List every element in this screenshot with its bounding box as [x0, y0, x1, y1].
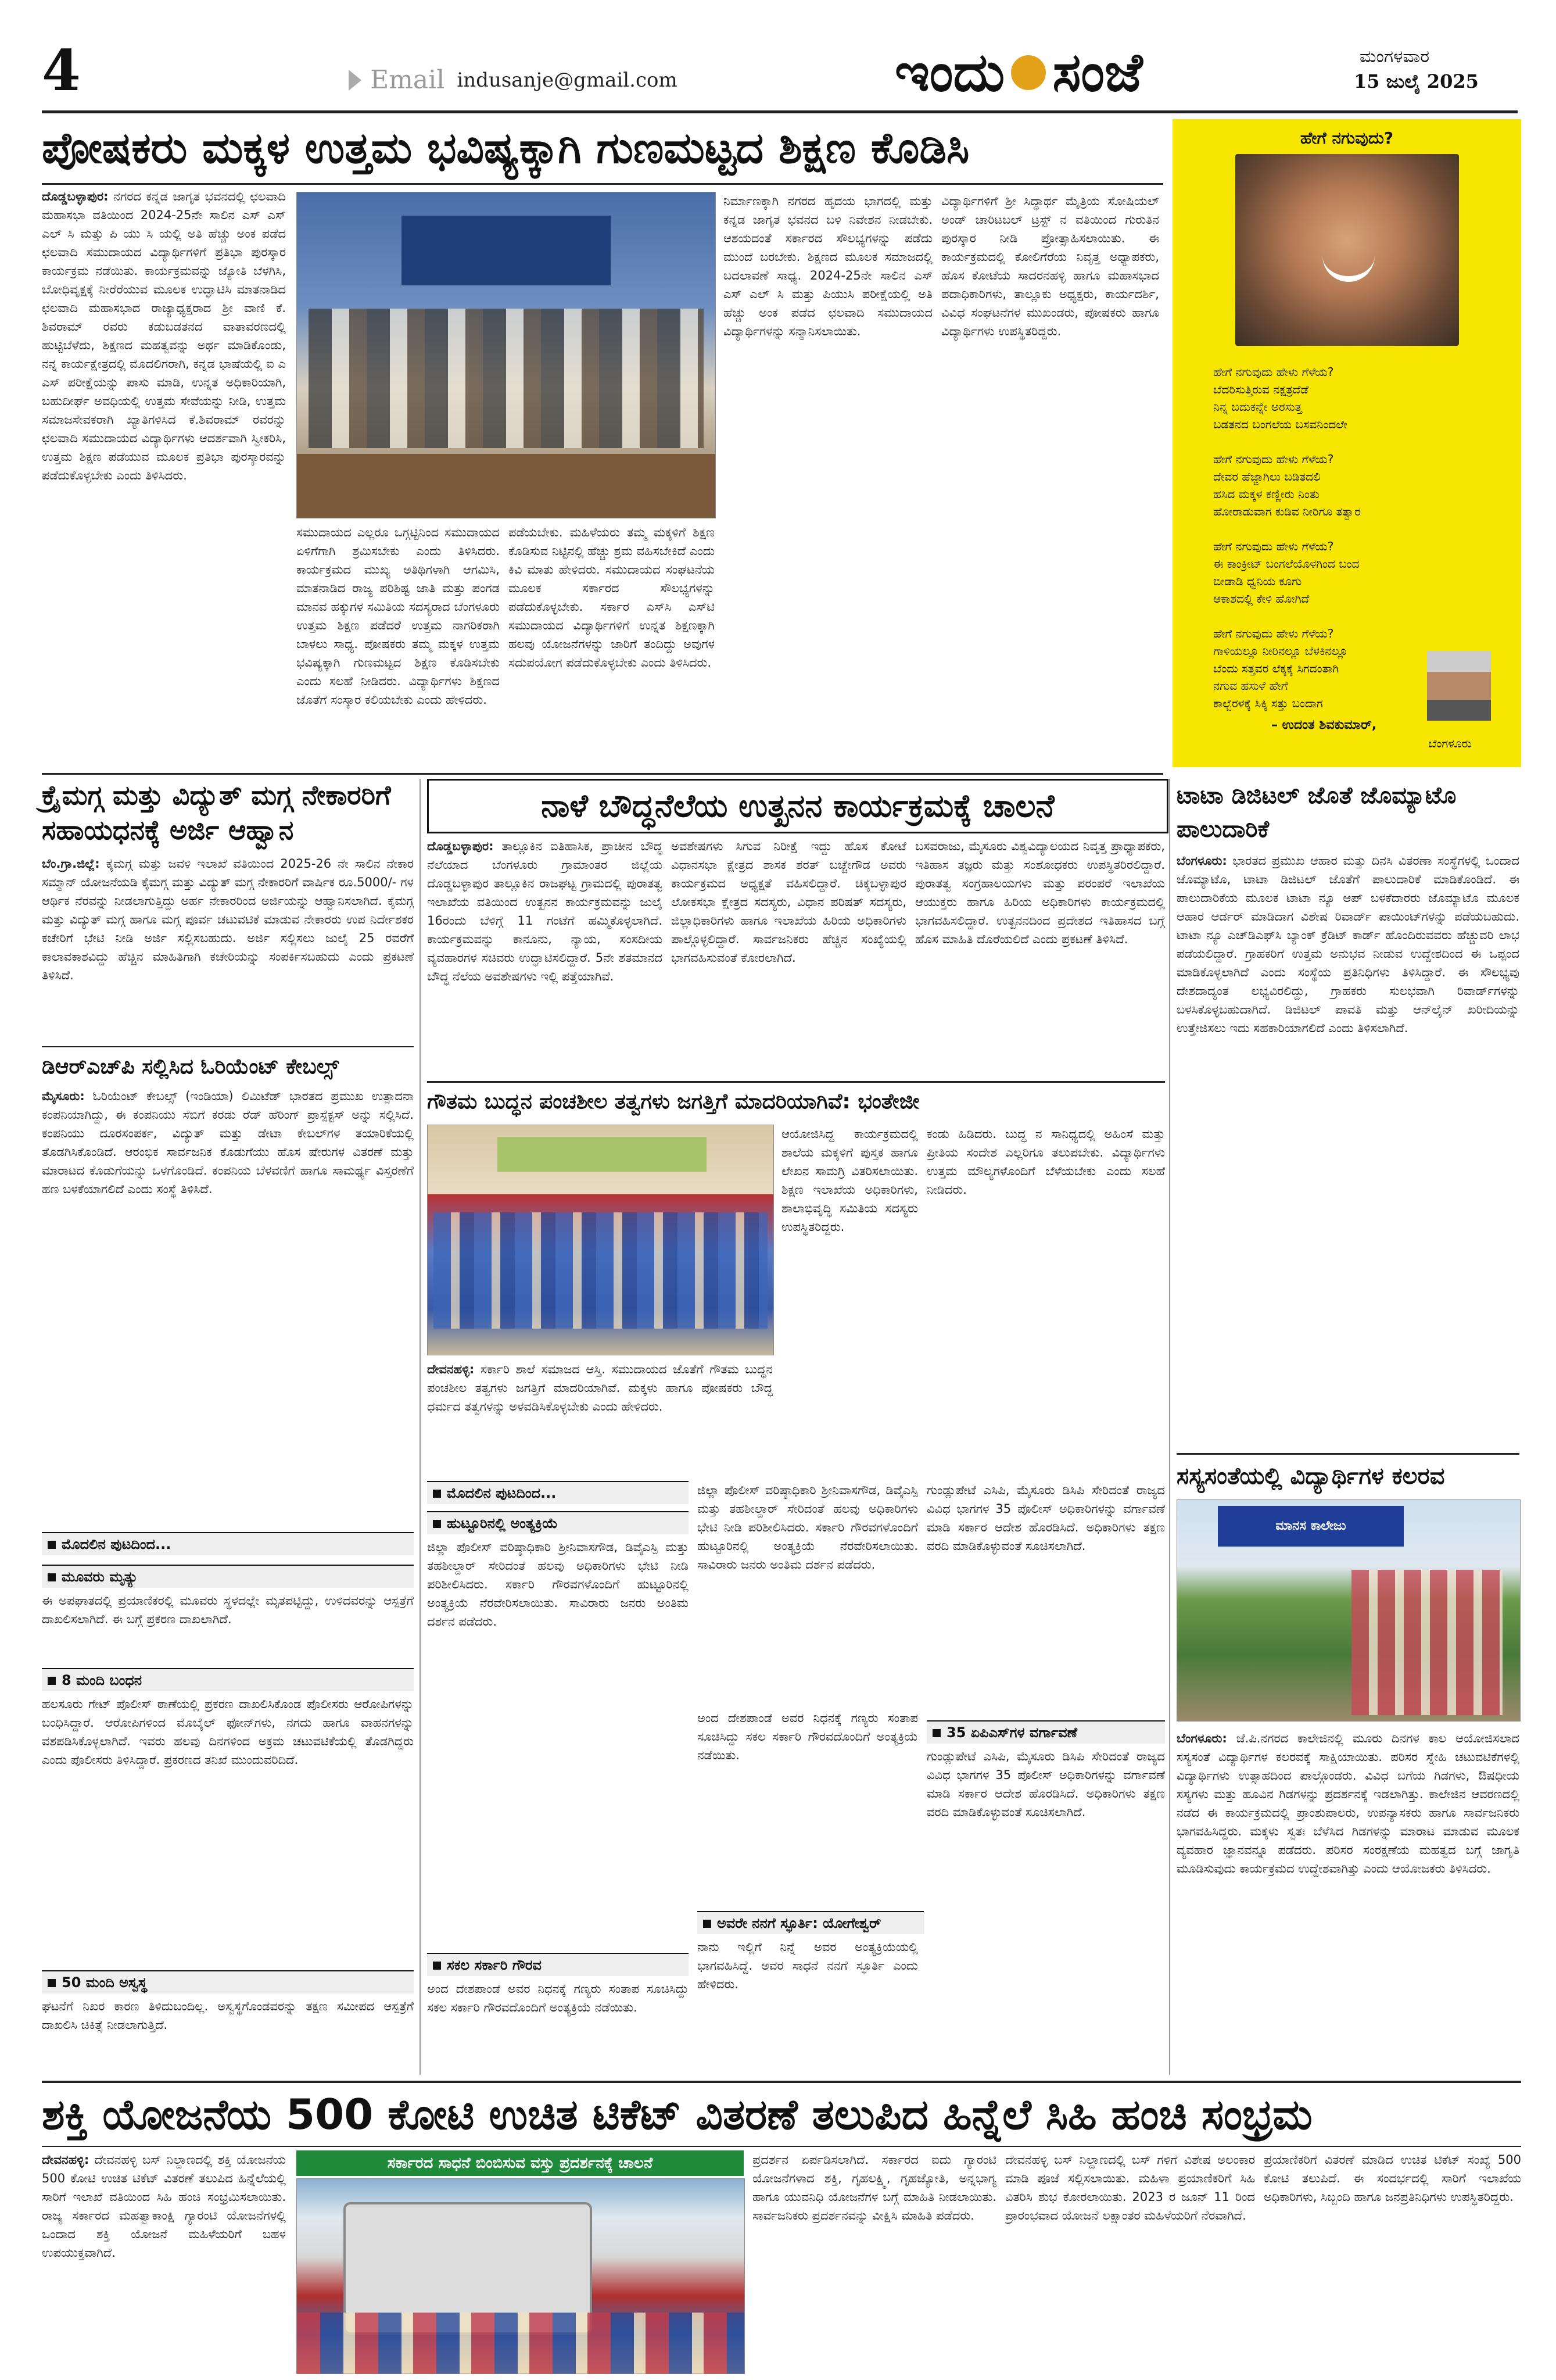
poem-line: ಕಾಲ್ಬೆರಳಕ್ಕೆ ಸಿಕ್ಕಿ ಸತ್ತು ಬಂದಾಗ — [1213, 696, 1323, 710]
brief1-body: ಈ ಅಪಘಾತದಲ್ಲಿ ಪ್ರಯಾಣಿಕರಲ್ಲಿ ಮೂವರು ಸ್ಥಳದಲ್ಲೇ ಮೃತಪಟ್ಟಿದ್ದು, ಉಳಿದವರನ್ನು ಆಸ್ಪತ್ರೆಗೆ ದಾಖಲಿಸಲಾಗಿದೆ. ಈ ಬಗ್ಗೆ ಪ್ರಕರಣ ದಾಖಲಾಗಿದೆ. — [42, 1594, 414, 1626]
cbrief3-header — [927, 1720, 1165, 1744]
poem-title: ಹೇಗೆ ನಗುವುದು? — [1300, 128, 1394, 148]
photo-banner: ಮಾನಸ ಕಾಲೇಜು — [1218, 1506, 1404, 1547]
photo-banner — [497, 1137, 707, 1172]
poem-line: ನಿನ್ನ ಬದುಕನ್ನೇ ಅರಸುತ್ತ — [1213, 400, 1302, 414]
poem-line: ಹೇಗೆ ನಗುವುದು ಹೇಳು ಗೆಳೆಯ? — [1213, 627, 1334, 640]
poem-line: ಹೇಗೆ ನಗುವುದು ಹೇಳು ಗೆಳೆಯ? — [1213, 452, 1334, 466]
cbrief-mid-col — [697, 1709, 918, 1906]
lead-dateline: ದೊಡ್ಡಬಳ್ಳಾಪುರ: — [42, 189, 109, 203]
poem-author: – ಉದಂತ ಶಿವಕುಮಾರ್, — [1271, 718, 1377, 732]
cbrief-right-col — [927, 1481, 1165, 1713]
email-block — [349, 65, 677, 100]
bottom-top-rule — [42, 2081, 1521, 2083]
poem-line: ಬೆಂದು ಸತ್ತವರ ಲೆಕ್ಕಕ್ಕೆ ಸಿಗದಂತಾಗಿ — [1213, 661, 1339, 675]
lead-col-5: ವಿದ್ಯಾರ್ಥಿಗಳಿಗೆ ಶ್ರೀ ಸಿದ್ಧಾರ್ಥ ಮೈತ್ರಿಯ ಸೋಷಿಯಲ್ ಅಂಡ್ ಚಾರಿಟಬಲ್ ಟ್ರಸ್ಟ್ ನ ವತಿಯಿಂದ ಗುರುತಿನ ಪುರಸ್ಕಾರ ನೀಡಿ ಪ್ರೋತ್ಸಾಹಿಸಲಾಯಿತು. ಈ ಕಾರ್ಯಕ್ರಮದಲ್ಲಿ ಕೋಲಿಗೆರೆಯ ನಿವೃತ್ತ ಅಧ್ಯಾಪಕರು, ಹೊಸ ಕೋಟೆಯ ಸಾದರನಹಳ್ಳಿ ಹಾಗೂ ಮಹಾಸಭಾದ ಪದಾಧಿಕಾರಿಗಳು, ತಾಲ್ಲೂಕು ಅಧ್ಯಕ್ಷರು, ಕಾರ್ಯದರ್ಶಿ, ವಿವಿಧ ಸಂಘಟನೆಗಳ ಮುಖಂಡರು, ಪೋಷಕರು ಹಾಗೂ ವಿದ್ಯಾರ್ಥಿಗಳು ಉಪಸ್ಥಿತರಿದ್ದರು. — [941, 194, 1159, 338]
cbrief3-title: 35 ಏಪಿಎಸ್‌ಗಳ ವರ್ಗಾವಣೆ — [946, 1724, 1078, 1741]
bottom-photo — [296, 2178, 745, 2374]
tata-body — [1177, 851, 1519, 1444]
sasya-text: ಜೆ.ಪಿ.ನಗರದ ಕಾಲೇಜಿನಲ್ಲಿ ಮೂರು ದಿನಗಳ ಕಾಲ ಆಯೋಜಿಸಲಾದ ಸಸ್ಯಸಂತೆ ವಿದ್ಯಾರ್ಥಿಗಳ ಕಲರವಕ್ಕೆ ಸಾಕ್ಷಿಯಾಯಿತು. ಪರಿಸರ ಸ್ನೇಹಿ ಚಟುವಟಿಕೆಗಳಲ್ಲಿ ವಿದ್ಯಾರ್ಥಿಗಳು ಉತ್ಸಾಹದಿಂದ ಪಾಲ್ಗೊಂಡರು. ವಿವಿಧ ಬಗೆಯ ಗಿಡಗಳು, ಔಷಧೀಯ ಸಸ್ಯಗಳು ಮತ್ತು ಹೂವಿನ ಗಿಡಗಳನ್ನು ಪ್ರದರ್ಶನಕ್ಕೆ ಇಡಲಾಗಿತ್ತು. ಕಾಲೇಜಿನ ಆವರಣದಲ್ಲಿ ನಡೆದ ಈ ಕಾರ್ಯಕ್ರಮದಲ್ಲಿ ಪ್ರಾಂಶುಪಾಲರು, ಉಪನ್ಯಾಸಕರು ಹಾಗೂ ಸಾರ್ವಜನಿಕರು ಭಾಗವಹಿಸಿದ್ದರು. ಮಕ್ಕಳು ಸ್ವತಃ ಬೆಳೆಸಿದ ಗಿಡಗಳನ್ನು ಮಾರಾಟ ಮಾಡುವ ಮೂಲಕ ವ್ಯವಹಾರ ಜ್ಞಾನವನ್ನೂ ಪಡೆದರು. ಪರಿಸರ ಸಂರಕ್ಷಣೆಯ ಮಹತ್ವದ ಬಗ್ಗೆ ಜಾಗೃತಿ ಮೂಡಿಸುವುದು ಕಾರ್ಯಕ್ರಮದ ಉದ್ದೇಶವಾಗಿತ್ತು ಎಂದು ಆಯೋಜಕರು ತಿಳಿಸಿದರು. — [1177, 1731, 1519, 1876]
buddha-dateline: ದೊಡ್ಡಬಳ್ಳಾಪುರ: — [427, 839, 494, 853]
brand-name: ಇಂದು — [895, 41, 1005, 103]
brief3-header — [42, 1970, 414, 1994]
brief2-title: 8 ಮಂದಿ ಬಂಧನ — [62, 1672, 142, 1688]
brief3-title: 50 ಮಂದಿ ಅಸ್ವಸ್ಥ — [62, 1974, 148, 1991]
bullet-square-icon — [933, 1729, 941, 1737]
left-more-text: ಮೊದಲಿನ ಪುಟದಿಂದ... — [62, 1536, 171, 1552]
gautama-col-3: ಕಂಡು ಹಿಡಿದರು. ಬುದ್ಧ ನ ಸಾನಿಧ್ಯದಲ್ಲಿ ಅಹಿಂಸೆ ಮತ್ತು ಪ್ರೀತಿಯ ಸಂದೇಶ ಎಲ್ಲರಿಗೂ ತಲುಪಬೇಕು. ವಿದ್ಯಾರ್ಥಿಗಳು ಉತ್ತಮ ಮೌಲ್ಯಗಳೊಂದಿಗೆ ಬೆಳೆಯಬೇಕು ಎಂದು ಸಲಹೆ ನೀಡಿದರು. — [927, 1127, 1165, 1197]
bullet-square-icon — [433, 1962, 441, 1970]
masthead-rule — [42, 110, 1518, 113]
lead-col-1 — [42, 187, 286, 768]
left-story1-dateline: ಬೆಂ.ಗ್ರಾ.ಜಿಲ್ಲೆ: — [42, 857, 100, 871]
page-number: 4 — [42, 38, 81, 103]
poem-line: ಹೇಗೆ ನಗುವುದು ಹೇಳು ಗೆಳೆಯ? — [1213, 539, 1334, 553]
gautama-headline: ಗೌತಮ ಬುದ್ಧನ ಪಂಚಶೀಲ ತತ್ವಗಳು ಜಗತ್ತಿಗೆ ಮಾದರಿಯಾಗಿವೆ: ಭಂತೇಜೀ — [427, 1090, 920, 1114]
poem-photo — [1235, 154, 1459, 346]
cbrief-right-text: ಗುಂಡ್ಲುಪೇಟೆ ಎಸಿಪಿ, ಮೈಸೂರು ಡಿಸಿಪಿ ಸೇರಿದಂತೆ ರಾಜ್ಯದ ವಿವಿಧ ಭಾಗಗಳ 35 ಪೊಲೀಸ್ ಅಧಿಕಾರಿಗಳನ್ನು ವರ್ಗಾವಣೆ ಮಾಡಿ ಸರ್ಕಾರ ಆದೇಶ ಹೊರಡಿಸಿದೆ. ಅಧಿಕಾರಿಗಳು ತಕ್ಷಣ ವರದಿ ಮಾಡಿಕೊಳ್ಳುವಂತೆ ಸೂಚಿಸಲಾಗಿದೆ. — [927, 1483, 1165, 1553]
bullet-square-icon — [433, 1520, 441, 1528]
masthead-logo — [895, 41, 1302, 105]
author-photo — [1427, 651, 1491, 721]
cbrief2-title: ಸಕಲ ಸರ್ಕಾರಿ ಗೌರವ — [447, 1957, 542, 1973]
brand-emblem-icon — [1011, 55, 1046, 90]
bottom-headline: ಶಕ್ತಿ ಯೋಜನೆಯ 500 ಕೋಟಿ ಉಚಿತ ಟಿಕೆಟ್ ವಿತರಣೆ ತಲುಪಿದ ಹಿನ್ನೆಲೆ ಸಿಹಿ ಹಂಚಿ ಸಂಭ್ರಮ — [42, 2090, 1313, 2139]
poem-line: ನಗುವ ಹಸುಳೆ ಹೇಗೆ — [1213, 679, 1288, 693]
poem-box — [1173, 119, 1521, 767]
left-story2-text: ಓರಿಯೆಂಟ್ ಕೇಬಲ್ಸ್ (ಇಂಡಿಯಾ) ಲಿಮಿಟೆಡ್ ಭಾರತದ ಪ್ರಮುಖ ಉತ್ಪಾದನಾ ಕಂಪನಿಯಾಗಿದ್ದು, ಈ ಕಂಪನಿಯು ಸೆಬಿಗೆ ಕರಡು ರೆಡ್ ಹೆರಿಂಗ್ ಪ್ರಾಸ್ಪೆಕ್ಟಸ್ ಅನ್ನು ಸಲ್ಲಿಸಿದೆ. ಕಂಪನಿಯು ದೂರಸಂಪರ್ಕ, ವಿದ್ಯುತ್ ಮತ್ತು ಡೇಟಾ ಕೇಬಲ್‌ಗಳ ತಯಾರಿಕೆಯಲ್ಲಿ ತೊಡಗಿಸಿಕೊಂಡಿದೆ. ಆರಂಭಿಕ ಸಾರ್ವಜನಿಕ ಕೊಡುಗೆಯು ಹೊಸ ಷೇರುಗಳ ವಿತರಣೆ ಮತ್ತು ಮಾರಾಟದ ಕೊಡುಗೆಯನ್ನು ಒಳಗೊಂಡಿದೆ. ಕಂಪನಿಯ ಬೆಳವಣಿಗೆ ಹಾಗೂ ಸಾಮರ್ಥ್ಯ ವಿಸ್ತರಣೆಗೆ ಹಣ ಬಳಕೆಯಾಗಲಿದೆ ಎಂದು ಸಂಸ್ಥೆ ತಿಳಿಸಿದೆ. — [42, 1089, 414, 1196]
gautama-photo — [427, 1125, 774, 1355]
photo-stage — [297, 454, 715, 518]
poem-line: ಬೆದರಿಸುತ್ತಿರುವ ನಕ್ಷತ್ರದೆಡೆ — [1213, 382, 1309, 396]
section-rule-1 — [42, 773, 1163, 775]
sasya-top-rule — [1177, 1453, 1519, 1455]
poem-line: ಹೇಗೆ ನಗುವುದು ಹೇಳು ಗೆಳೆಯ? — [1213, 365, 1334, 379]
bottom-body-1: ದೇವನಹಳ್ಳಿ ಬಸ್ ನಿಲ್ದಾಣದಲ್ಲಿ ಶಕ್ತಿ ಯೋಜನೆಯ 500 ಕೋಟಿ ಉಚಿತ ಟಿಕೆಟ್ ವಿತರಣೆ ತಲುಪಿದ ಹಿನ್ನೆಲೆಯಲ್ಲಿ ಸಾರಿಗೆ ಇಲಾಖೆ ವತಿಯಿಂದ ಸಿಹಿ ಹಂಚಿ ಸಂಭ್ರಮಿಸಲಾಯಿತು. ರಾಜ್ಯ ಸರ್ಕಾರದ ಮಹತ್ವಾಕಾಂಕ್ಷಿ ಗ್ಯಾರಂಟಿ ಯೋಜನೆಗಳಲ್ಲಿ ಒಂದಾದ ಶಕ್ತಿ ಯೋಜನೆ ಮಹಿಳೆಯರಿಗೆ ಬಹಳ ಉಪಯುಕ್ತವಾಗಿದೆ. — [42, 2153, 286, 2260]
left-story2-body — [42, 1087, 414, 1529]
child-smile-shape — [1322, 253, 1375, 282]
brief1-title: ಮೂವರು ಮೃತ್ಯು — [62, 1569, 138, 1585]
cbrief-cont-text: ಜಿಲ್ಲಾ ಪೊಲೀಸ್ ವರಿಷ್ಠಾಧಿಕಾರಿ ಶ್ರೀನಿವಾಸಗೌಡ, ಡಿವೈಎಸ್ಪಿ ಮತ್ತು ತಹಶೀಲ್ದಾರ್ ಸೇರಿದಂತೆ ಹಲವು ಅಧಿಕಾರಿಗಳು ಭೇಟಿ ನೀಡಿ ಪರಿಶೀಲಿಸಿದರು. ಸರ್ಕಾರಿ ಗೌರವಗಳೊಂದಿಗೆ ಹುಟ್ಟೂರಿನಲ್ಲಿ ಅಂತ್ಯಕ್ರಿಯೆ ನೆರವೇರಿಸಲಾಯಿತು. ಸಾವಿರಾರು ಜನರು ಅಂತಿಮ ದರ್ಶನ ಪಡೆದರು. — [697, 1483, 918, 1572]
sasya-photo — [1177, 1499, 1521, 1722]
photo-students — [1351, 1570, 1503, 1715]
left-story1-headline: ಕ್ರೈಮಗ್ಗ ಮತ್ತು ವಿದ್ಯುತ್ ಮಗ್ಗ ನೇಕಾರರಿಗೆ ಸಹಾಯಧನಕ್ಕೆ ಅರ್ಜಿ ಆಹ್ವಾನ — [42, 779, 391, 846]
buddha-headline: ನಾಳೆ ಬೌದ್ಧನೆಲೆಯ ಉತ್ಖನನ ಕಾರ್ಯಕ್ರಮಕ್ಕೆ ಚಾಲನೆ — [541, 788, 1055, 824]
photo-people-row — [309, 309, 704, 448]
brief3-body: ಘಟನೆಗೆ ನಿಖರ ಕಾರಣ ತಿಳಿದುಬಂದಿಲ್ಲ. ಅಸ್ವಸ್ಥಗೊಂಡವರನ್ನು ತಕ್ಷಣ ಸಮೀಪದ ಆಸ್ಪತ್ರೆಗೆ ದಾಖಲಿಸಿ ಚಿಕಿತ್ಸೆ ನೀಡಲಾಗುತ್ತಿದೆ. — [42, 1999, 414, 2032]
left-more-label — [42, 1532, 414, 1555]
left-story2-dateline: ಮೈಸೂರು: — [42, 1089, 85, 1103]
left-vrule — [420, 779, 421, 2075]
lead-photo — [296, 192, 716, 518]
cbrief-mid-text: ಅಂದ ದೇಶಪಾಂಡೆ ಅವರ ನಿಧನಕ್ಕೆ ಗಣ್ಯರು ಸಂತಾಪ ಸೂಚಿಸಿದ್ದು ಸಕಲ ಸರ್ಕಾರಿ ಗೌರವದೊಂದಿಗೆ ಅಂತ್ಯಕ್ರಿಯೆ ನಡೆಯಿತು. — [697, 1711, 918, 1762]
gautama-col-2: ಆಯೋಜಿಸಿದ್ದ ಕಾರ್ಯಕ್ರಮದಲ್ಲಿ ಶಾಲೆಯ ಮಕ್ಕಳಿಗೆ ಪುಸ್ತಕ ಹಾಗೂ ಲೇಖನ ಸಾಮಗ್ರಿ ವಿತರಿಸಲಾಯಿತು. ಶಿಕ್ಷಣ ಇಲಾಖೆಯ ಅಧಿಕಾರಿಗಳು, ಶಾಲಾಭಿವೃದ್ಧಿ ಸಮಿತಿಯ ಸದಸ್ಯರು ಉಪಸ್ಥಿತರಿದ್ದರು. — [781, 1127, 918, 1234]
poem-line: ಗಾಳಿಯಲ್ಲೂ ನೀರಿನಲ್ಲೂ ಬೆಳಕಿನಲ್ಲೂ — [1213, 644, 1348, 658]
gautama-col-1 — [427, 1360, 773, 1470]
left-story1-text: ಕೈಮಗ್ಗ ಮತ್ತು ಜವಳಿ ಇಲಾಖೆ ವತಿಯಿಂದ 2025-26 ನೇ ಸಾಲಿನ ನೇಕಾರ ಸಮ್ಮಾನ್ ಯೋಜನೆಯಡಿ ಕೈಮಗ್ಗ ಮತ್ತು ವಿದ್ಯುತ್ ಮಗ್ಗ ನೇಕಾರರಿಗೆ ವಾರ್ಷಿಕ ರೂ.5000/- ಗಳ ಆರ್ಥಿಕ ನೆರವನ್ನು ನೀಡಲಾಗುತ್ತಿದ್ದು ಅರ್ಹ ನೇಕಾರರಿಂದ ಅರ್ಜಿಯನ್ನು ಆಹ್ವಾನಿಸಲಾಗಿದೆ. ಕೈಮಗ್ಗ ಮತ್ತು ವಿದ್ಯುತ್ ಮಗ್ಗ ಹಾಗೂ ಮಗ್ಗ ಪೂರ್ವ ಚಟುವಟಿಕೆ ಮಾಡುವ ನೇಕಾರರು ಉಪ ನಿರ್ದೇಶಕರ ಕಚೇರಿಗೆ ಭೇಟಿ ನೀಡಿ ಅರ್ಜಿ ಸಲ್ಲಿಸಬಹುದು. ಅರ್ಜಿ ಸಲ್ಲಿಸಲು ಜುಲೈ 25 ರವರೆಗೆ ಕಾಲಾವಕಾಶವಿದ್ದು ಹೆಚ್ಚಿನ ಮಾಹಿತಿಗಾಗಿ ಕಚೇರಿಯನ್ನು ಸಂಪರ್ಕಿಸಬಹುದು ಎಂದು ಪ್ರಕಟಣೆ ತಿಳಿಸಿದೆ. — [42, 857, 414, 982]
lead-col-3: ಪಡೆಯಬೇಕು. ಮಹಿಳೆಯರು ತಮ್ಮ ಮಕ್ಕಳಿಗೆ ಶಿಕ್ಷಣ ಕೊಡಿಸುವ ನಿಟ್ಟಿನಲ್ಲಿ ಹೆಚ್ಚು ಶ್ರಮ ವಹಿಸಬೇಕಿದೆ ಎಂದು ಕಿವಿ ಮಾತು ಹೇಳಿದರು. ಸಮುದಾಯದ ಸಂಘಟನೆಯ ಮೂಲಕ ಸರ್ಕಾರದ ಸೌಲಭ್ಯಗಳನ್ನು ಪಡೆದುಕೊಳ್ಳಬೇಕು. ಸರ್ಕಾರ ಎಸ್‌ಸಿ ಎಸ್‌ಟಿ ಸಮುದಾಯದ ವಿದ್ಯಾರ್ಥಿಗಳಿಗೆ ಉನ್ನತ ಶಿಕ್ಷಣಕ್ಕಾಗಿ ಹಲವು ಯೋಜನೆಗಳನ್ನು ಜಾರಿಗೆ ತಂದಿದ್ದು ಅವುಗಳ ಸದುಪಯೋಗ ಪಡೆದುಕೊಳ್ಳಬೇಕು ಎಂದು ತಿಳಿಸಿದರು. — [508, 525, 715, 670]
day-label: ಮಂಗಳವಾರ — [1360, 46, 1430, 67]
cbrief1-header — [427, 1511, 689, 1534]
bottom-col-2: ಪ್ರದರ್ಶನ ಏರ್ಪಡಿಸಲಾಗಿದೆ. ಸರ್ಕಾರದ ಐದು ಗ್ಯಾರಂಟಿ ಯೋಜನೆಗಳಾದ ಶಕ್ತಿ, ಗೃಹಲಕ್ಷ್ಮಿ, ಗೃಹಜ್ಯೋತಿ, ಅನ್ನಭಾಗ್ಯ ಹಾಗೂ ಯುವನಿಧಿ ಯೋಜನೆಗಳ ಬಗ್ಗೆ ಮಾಹಿತಿ ನೀಡಲಾಯಿತು. ಸಾರ್ವಜನಿಕರು ಪ್ರದರ್ಶನವನ್ನು ವೀಕ್ಷಿಸಿ ಮಾಹಿತಿ ಪಡೆದರು. — [752, 2153, 996, 2222]
sasya-headline: ಸಸ್ಯಸಂತೆಯಲ್ಲಿ ವಿದ್ಯಾರ್ಥಿಗಳ ಕಲರವ — [1177, 1463, 1445, 1490]
center-more-text: ಮೊದಲಿನ ಪುಟದಿಂದ... — [447, 1485, 557, 1501]
bullet-square-icon — [703, 1920, 711, 1928]
sasya-body — [1177, 1729, 1519, 2072]
masthead-date-block — [1325, 45, 1522, 94]
tata-text: ಭಾರತದ ಪ್ರಮುಖ ಆಹಾರ ಮತ್ತು ದಿನಸಿ ವಿತರಣಾ ಸಂಸ್ಥೆಗಳಲ್ಲಿ ಒಂದಾದ ಜೊಮ್ಯಾಟೊ, ಟಾಟಾ ಡಿಜಿಟಲ್ ಜೊತೆಗೆ ಪಾಲುದಾರಿಕೆ ಮಾಡಿಕೊಂಡಿದೆ. ಈ ಪಾಲುದಾರಿಕೆಯ ಮೂಲಕ ಟಾಟಾ ನ್ಯೂ ಆಪ್ ಬಳಕೆದಾರರು ಜೊಮ್ಯಾಟೊ ಮೂಲಕ ಆಹಾರ ಆರ್ಡರ್ ಮಾಡಿದಾಗ ವಿಶೇಷ ರಿವಾರ್ಡ್ ಪಾಯಿಂಟ್‌ಗಳನ್ನು ಪಡೆಯಬಹುದು. ಟಾಟಾ ನ್ಯೂ ಎಚ್‌ಡಿಎಫ್‌ಸಿ ಬ್ಯಾಂಕ್ ಕ್ರೆಡಿಟ್ ಕಾರ್ಡ್ ಹೊಂದಿರುವವರು ಹೆಚ್ಚುವರಿ ಲಾಭ ಪಡೆಯಲಿದ್ದಾರೆ. ಗ್ರಾಹಕರಿಗೆ ಉತ್ತಮ ಅನುಭವ ನೀಡುವ ಉದ್ದೇಶದಿಂದ ಈ ಒಪ್ಪಂದ ಮಾಡಿಕೊಳ್ಳಲಾಗಿದೆ ಎಂದು ಸಂಸ್ಥೆಯ ಪ್ರತಿನಿಧಿಗಳು ತಿಳಿಸಿದ್ದಾರೆ. ಈ ಸೌಲಭ್ಯವು ದೇಶದಾದ್ಯಂತ ಲಭ್ಯವಿರಲಿದ್ದು, ಗ್ರಾಹಕರು ಸುಲಭವಾಗಿ ರಿವಾರ್ಡ್‌ಗಳನ್ನು ಬಳಸಿಕೊಳ್ಳಬಹುದಾಗಿದೆ. ಡಿಜಿಟಲ್ ಪಾವತಿ ಮತ್ತು ಆನ್‌ಲೈನ್ ಖರೀದಿಯನ್ನು ಉತ್ತೇಜಿಸಲು ಇದು ಸಹಕಾರಿಯಾಗಲಿದೆ ಎಂದು ತಿಳಿಸಲಾಗಿದೆ. — [1177, 854, 1519, 1035]
gautama-dateline: ದೇವನಹಳ್ಳಿ: — [427, 1362, 475, 1376]
sasya-dateline: ಬೆಂಗಳೂರು: — [1177, 1731, 1227, 1745]
buddha-body-1: ತಾಲ್ಲೂಕಿನ ಐತಿಹಾಸಿಕ, ಪ್ರಾಚೀನ ಬೌದ್ಧ ನೆಲೆಯಾದ ಬೆಂಗಳೂರು ಗ್ರಾಮಾಂತರ ಜಿಲ್ಲೆಯ ದೊಡ್ಡಬಳ್ಳಾಪುರ ತಾಲ್ಲೂಕಿನ ರಾಜಘಟ್ಟ ಗ್ರಾಮದಲ್ಲಿ ಪುರಾತತ್ವ ಇಲಾಖೆಯ ವತಿಯಿಂದ ಉತ್ಖನನ ಕಾರ್ಯಕ್ರಮವನ್ನು ಜುಲೈ 16ರಂದು ಬೆಳಿಗ್ಗೆ 11 ಗಂಟೆಗೆ ಹಮ್ಮಿಕೊಳ್ಳಲಾಗಿದೆ. ಕಾರ್ಯಕ್ರಮವನ್ನು ಕಾನೂನು, ನ್ಯಾಯ, ಸಂಸದೀಯ ವ್ಯವಹಾರಗಳ ಸಚಿವರು ಉದ್ಘಾಟಿಸಲಿದ್ದಾರೆ. 5ನೇ ಶತಮಾನದ ಬೌದ್ಧ ನೆಲೆಯ ಅವಶೇಷಗಳು ಇಲ್ಲಿ ಪತ್ತೆಯಾಗಿವೆ. — [427, 839, 662, 983]
photo-banner — [401, 216, 611, 285]
date-label: 15 ಜುಲೈ 2025 — [1354, 70, 1479, 92]
left-story1-body — [42, 854, 414, 1043]
brief2-body: ಹಲಸೂರು ಗೇಟ್ ಪೊಲೀಸ್ ಠಾಣೆಯಲ್ಲಿ ಪ್ರಕರಣ ದಾಖಲಿಸಿಕೊಂಡ ಪೊಲೀಸರು ಆರೋಪಿಗಳನ್ನು ಬಂಧಿಸಿದ್ದಾರೆ. ಆರೋಪಿಗಳಿಂದ ಮೊಬೈಲ್ ಫೋನ್‌ಗಳು, ನಗದು ಹಾಗೂ ವಾಹನಗಳನ್ನು ವಶಪಡಿಸಿಕೊಳ್ಳಲಾಗಿದೆ. ಇವರು ಹಲವು ದಿನಗಳಿಂದ ಅಕ್ರಮ ಚಟುವಟಿಕೆಯಲ್ಲಿ ತೊಡಗಿದ್ದರು ಎಂದು ಪೊಲೀಸರು ತಿಳಿಸಿದ್ದಾರೆ. ಪ್ರಕರಣದ ತನಿಖೆ ಮುಂದುವರಿದಿದೆ. — [42, 1697, 414, 1767]
gautama-top-rule — [427, 1081, 1165, 1083]
bottom-col-3: ದೇವನಹಳ್ಳಿ ಬಸ್ ನಿಲ್ದಾಣದಲ್ಲಿ ಬಸ್ ಗಳಿಗೆ ವಿಶೇಷ ಅಲಂಕಾರ ಮಾಡಿ ಪೂಜೆ ಸಲ್ಲಿಸಲಾಯಿತು. ಮಹಿಳಾ ಪ್ರಯಾಣಿಕರಿಗೆ ಸಿಹಿ ವಿತರಿಸಿ ಶುಭ ಕೋರಲಾಯಿತು. 2023 ರ ಜೂನ್ 11 ರಿಂದ ಪ್ರಾರಂಭವಾದ ಯೋಜನೆ ಲಕ್ಷಾಂತರ ಮಹಿಳೆಯರಿಗೆ ನೆರವಾಗಿದೆ. — [1005, 2153, 1255, 2222]
left-rule-1 — [42, 1046, 414, 1047]
right-vrule — [1169, 779, 1170, 2075]
bullet-square-icon — [48, 1573, 56, 1581]
photo-people — [297, 2313, 744, 2374]
poem-line: ಬಡತನದ ಬಂಗಲೆಯ ಬಸವನಿಂದಲೇ — [1213, 417, 1347, 431]
lead-col-2: ಸಮುದಾಯದ ಎಲ್ಲರೂ ಒಗ್ಗಟ್ಟಿನಿಂದ ಸಮುದಾಯದ ಏಳಿಗೆಗಾಗಿ ಶ್ರಮಿಸಬೇಕು ಎಂದು ತಿಳಿಸಿದರು. ಕಾರ್ಯಕ್ರಮದ ಮುಖ್ಯ ಅತಿಥಿಗಳಾಗಿ ಆಗಮಿಸಿ, ಮಾತನಾಡಿದ ರಾಜ್ಯ ಪರಿಶಿಷ್ಟ ಜಾತಿ ಮತ್ತು ಪಂಗಡ ಮಾನವ ಹಕ್ಕುಗಳ ಸಮಿತಿಯ ಸದಸ್ಯರಾದ ಬೆಂಗಳೂರು ಉತ್ತಮ ಶಿಕ್ಷಣ ಪಡೆದರೆ ಉತ್ತಮ ನಾಗರಿಕರಾಗಿ ಬಾಳಲು ಸಾಧ್ಯ. ಪೋಷಕರು ತಮ್ಮ ಮಕ್ಕಳ ಉತ್ತಮ ಭವಿಷ್ಯಕ್ಕಾಗಿ ಗುಣಮಟ್ಟದ ಶಿಕ್ಷಣ ಕೊಡಿಸಬೇಕು ಎಂದು ಸಲಹೆ ನೀಡಿದರು. ವಿದ್ಯಾರ್ಥಿಗಳು ಶಿಕ್ಷಣದ ಜೊತೆಗೆ ಸಂಸ್ಕಾರ ಕಲಿಯಬೇಕು ಎಂದು ಹೇಳಿದರು. — [296, 525, 500, 707]
cbrief4-title: ಅವರೇ ನನಗೆ ಸ್ಫೂರ್ತಿ: ಯೋಗೇಶ್ವರ್ — [717, 1915, 881, 1931]
lead-headline-rule — [42, 183, 1163, 185]
poem-line: ಹೋರಾಡುವಾಗ ಕುಡಿವ ನೀರಿಗೂ ತತ್ವಾರ — [1213, 504, 1361, 518]
cbrief1-title: ಹುಟ್ಟೂರಿನಲ್ಲಿ ಅಂತ್ಯಕ್ರಿಯೆ — [447, 1515, 558, 1531]
buddha-col-2: ಅವಶೇಷಗಳು ಸಿಗುವ ನಿರೀಕ್ಷೆ ಇದ್ದು ಹೊಸ ಕೋಟೆ ವಿಧಾನಸಭಾ ಕ್ಷೇತ್ರದ ಶಾಸಕ ಶರತ್ ಬಚ್ಚೇಗೌಡ ಅವರು ಕಾರ್ಯಕ್ರಮದ ಅಧ್ಯಕ್ಷತೆ ವಹಿಸಲಿದ್ದಾರೆ. ಚಿಕ್ಕಬಳ್ಳಾಪುರ ಲೋಕಸಭಾ ಕ್ಷೇತ್ರದ ಸದಸ್ಯರು, ವಿಧಾನ ಪರಿಷತ್ ಸದಸ್ಯರು, ಜಿಲ್ಲಾಧಿಕಾರಿಗಳು ಹಾಗೂ ಇಲಾಖೆಯ ಹಿರಿಯ ಅಧಿಕಾರಿಗಳು ಪಾಲ್ಗೊಳ್ಳಲಿದ್ದಾರೆ. ಸಾರ್ವಜನಿಕರು ಹೆಚ್ಚಿನ ಸಂಖ್ಯೆಯಲ್ಲಿ ಭಾಗವಹಿಸುವಂತೆ ಕೋರಲಾಗಿದೆ. — [671, 839, 906, 965]
bottom-photo-banner: ಸರ್ಕಾರದ ಸಾಧನೆ ಬಿಂಬಿಸುವ ವಸ್ತು ಪ್ರದರ್ಶನಕ್ಕೆ ಚಾಲನೆ — [296, 2150, 744, 2176]
poem-line: ಆಕಾಶದಲ್ಲಿ ಕೇಳಿ ಹೋಗಿದೆ — [1213, 592, 1310, 606]
cbrief4-header — [697, 1911, 924, 1934]
cbrief3-body-pre — [697, 1481, 918, 1702]
poem-line: ಬೀಡಾಡಿ ಧ್ವನಿಯ ಕೂಗು — [1213, 574, 1302, 588]
bullet-square-icon — [48, 1677, 56, 1685]
bottom-col-1 — [42, 2150, 286, 2374]
bottom-headline-rule — [42, 2146, 1521, 2147]
lead-col-4: ನಿರ್ಮಾಣಕ್ಕಾಗಿ ನಗರದ ಹೃದಯ ಭಾಗದಲ್ಲಿ ಮತ್ತು ಕನ್ನಡ ಜಾಗೃತ ಭವನದ ಬಳಿ ನಿವೇಶನ ನೀಡಬೇಕು. ಆಶಯದಂತೆ ಸರ್ಕಾರದ ಸೌಲಭ್ಯಗಳನ್ನು ಪಡೆದು ಮುಂದೆ ಬರಬೇಕು. ಶಿಕ್ಷಣದ ಮೂಲಕ ಸಮಾಜದಲ್ಲಿ ಬದಲಾವಣೆ ಸಾಧ್ಯ. 2024-25ನೇ ಸಾಲಿನ ಎಸ್ ಎಸ್ ಎಲ್ ಸಿ ಮತ್ತು ಪಿಯುಸಿ ಪರೀಕ್ಷೆಯಲ್ಲಿ ಅತಿ ಹೆಚ್ಚು ಅಂಕ ಪಡೆದ ಛಲವಾದಿ ಸಮುದಾಯದ ವಿದ್ಯಾರ್ಥಿಗಳನ್ನು ಸನ್ಮಾನಿಸಲಾಯಿತು. — [723, 194, 933, 338]
cbrief4-body: ನಾನು ಇಲ್ಲಿಗೆ ನಿನ್ನೆ ಅವರ ಅಂತ್ಯಕ್ರಿಯೆಯಲ್ಲಿ ಭಾಗವಹಿಸಿದ್ದೆ. ಅವರ ಸಾಧನೆ ನನಗೆ ಸ್ಫೂರ್ತಿ ಎಂದು ಹೇಳಿದರು. — [697, 1940, 918, 1991]
gautama-body-1: ಸರ್ಕಾರಿ ಶಾಲೆ ಸಮಾಜದ ಆಸ್ತಿ. ಸಮುದಾಯದ ಜೊತೆಗೆ ಗೌತಮ ಬುದ್ಧನ ಪಂಚಶೀಲ ತತ್ವಗಳು ಜಗತ್ತಿಗೆ ಮಾದರಿಯಾಗಿವೆ. ಮಕ್ಕಳು ಹಾಗೂ ಪೋಷಕರು ಬೌದ್ಧ ಧರ್ಮದ ತತ್ವಗಳನ್ನು ಅಳವಡಿಸಿಕೊಳ್ಳಬೇಕು ಎಂದು ಹೇಳಿದರು. — [427, 1362, 773, 1413]
lead-headline: ಪೋಷಕರು ಮಕ್ಕಳ ಉತ್ತಮ ಭವಿಷ್ಯಕ್ಕಾಗಿ ಗುಣಮಟ್ಟದ ಶಿಕ್ಷಣ ಕೊಡಿಸಿ — [42, 123, 970, 173]
center-more-label — [427, 1481, 689, 1504]
cbrief3-body: ಗುಂಡ್ಲುಪೇಟೆ ಎಸಿಪಿ, ಮೈಸೂರು ಡಿಸಿಪಿ ಸೇರಿದಂತೆ ರಾಜ್ಯದ ವಿವಿಧ ಭಾಗಗಳ 35 ಪೊಲೀಸ್ ಅಧಿಕಾರಿಗಳನ್ನು ವರ್ಗಾವಣೆ ಮಾಡಿ ಸರ್ಕಾರ ಆದೇಶ ಹೊರಡಿಸಿದೆ. ಅಧಿಕಾರಿಗಳು ತಕ್ಷಣ ವರದಿ ಮಾಡಿಕೊಳ್ಳುವಂತೆ ಸೂಚಿಸಲಾಗಿದೆ. — [927, 1749, 1165, 1819]
lead-body-1: ನಗರದ ಕನ್ನಡ ಜಾಗೃತ ಭವನದಲ್ಲಿ ಛಲವಾದಿ ಮಹಾಸಭಾ ವತಿಯಿಂದ 2024-25ನೇ ಸಾಲಿನ ಎಸ್ ಎಸ್ ಎಲ್ ಸಿ ಮತ್ತು ಪಿ ಯು ಸಿ ಯಲ್ಲಿ ಅತಿ ಹೆಚ್ಚು ಅಂಕ ಪಡೆದ ಛಲವಾದಿ ಸಮುದಾಯದ ವಿದ್ಯಾರ್ಥಿಗಳಿಗೆ ಪ್ರತಿಭಾ ಪುರಸ್ಕಾರ ಕಾರ್ಯಕ್ರಮ ನಡೆಯಿತು. ಕಾರ್ಯಕ್ರಮವನ್ನು ಜ್ಯೋತಿ ಬೆಳಗಿಸಿ, ಬೋಧಿವೃಕ್ಷಕ್ಕೆ ನೀರೆರೆಯುವ ಮೂಲಕ ಉದ್ಘಾಟಿಸಿ ಮಾತನಾಡಿದ ಛಲವಾದಿ ಮಹಾಸಭಾದ ರಾಜ್ಯಾಧ್ಯಕ್ಷರಾದ ಶ್ರೀ ವಾಣಿ ಕೆ. ಶಿವರಾಮ್ ರವರು ಕಡುಬಡತನದ ವಾತಾವರಣದಲ್ಲಿ ಹುಟ್ಟಿಬೆಳೆದು, ಶಿಕ್ಷಣದ ಮಹತ್ವವನ್ನು ಅರ್ಥ ಮಾಡಿಕೊಂಡು, ನನ್ನ ಕಾರ್ಯಕ್ಷೇತ್ರದಲ್ಲಿ ಮೊದಲಿಗರಾಗಿ, ಕನ್ನಡ ಭಾಷೆಯಲ್ಲಿ ಐ ಎ ಎಸ್ ಪರೀಕ್ಷೆಯನ್ನು ಪಾಸು ಮಾಡಿ, ಉನ್ನತ ಅಧಿಕಾರಿಯಾಗಿ, ಬಹುದೀರ್ಘ ಅವಧಿಯಲ್ಲಿ ಉತ್ತಮ ಸೇವೆಯನ್ನು ನೀಡಿ, ಉತ್ತಮ ಸಮಾಜಸೇವಕರಾಗಿ ಖ್ಯಾತಿಗಳಿಸಿದ ಕೆ.ಶಿವರಾಮ್ ರವರನ್ನು ಛಲವಾದಿ ಸಮುದಾಯದ ವಿದ್ಯಾರ್ಥಿಗಳು ಆದರ್ಶವಾಗಿ ಸ್ವೀಕರಿಸಿ, ಉತ್ತಮ ಶಿಕ್ಷಣ ಪಡೆಯುವ ಮೂಲಕ ಪ್ರತಿಭಾ ಪುರಸ್ಕಾರವನ್ನು ಪಡೆದುಕೊಳ್ಳಬೇಕು ಎಂದು ತಿಳಿಸಿದರು. — [42, 189, 286, 482]
buddha-col-3: ಬಸವರಾಜು, ಮೈಸೂರು ವಿಶ್ವವಿದ್ಯಾಲಯದ ನಿವೃತ್ತ ಪ್ರಾಧ್ಯಾಪಕರು, ಇತಿಹಾಸ ತಜ್ಞರು ಮತ್ತು ಸಂಶೋಧಕರು ಉಪಸ್ಥಿತರಿರಲಿದ್ದಾರೆ. ಪುರಾತತ್ವ ಸಂಗ್ರಹಾಲಯಗಳು ಮತ್ತು ಪರಂಪರೆ ಇಲಾಖೆಯ ಆಯುಕ್ತರು ಹಾಗೂ ಹಿರಿಯ ಅಧಿಕಾರಿಗಳು ಕಾರ್ಯಕ್ರಮದಲ್ಲಿ ಭಾಗವಹಿಸಲಿದ್ದಾರೆ. ಉತ್ಖನನದಿಂದ ಪ್ರದೇಶದ ಇತಿಹಾಸದ ಬಗ್ಗೆ ಹೊಸ ಮಾಹಿತಿ ದೊರೆಯಲಿದೆ ಎಂದು ಪ್ರಕಟಣೆ ತಿಳಿಸಿದೆ. — [915, 839, 1165, 946]
poem-line: ಹಸಿದ ಮಕ್ಕಳ ಕಣ್ಣೀರು ನಿಂತು — [1213, 487, 1320, 501]
tata-headline: ಟಾಟಾ ಡಿಜಿಟಲ್ ಜೊತೆ ಜೊಮ್ಯಾಟೊ ಪಾಲುದಾರಿಕೆ — [1177, 782, 1457, 843]
buddha-col-1 — [427, 837, 662, 1064]
photo-children-row — [433, 1212, 768, 1329]
bottom-col-4: ಪ್ರಯಾಣಿಕರಿಗೆ ವಿತರಣೆ ಮಾಡಿದ ಉಚಿತ ಟಿಕೆಟ್ ಸಂಖ್ಯೆ 500 ಕೋಟಿ ತಲುಪಿದೆ. ಈ ಸಂದರ್ಭದಲ್ಲಿ ಸಾರಿಗೆ ಇಲಾಖೆಯ ಅಧಿಕಾರಿಗಳು, ಸಿಬ್ಬಂದಿ ಹಾಗೂ ಜನಪ್ರತಿನಿಧಿಗಳು ಉಪಸ್ಥಿತರಿದ್ದರು. — [1264, 2153, 1521, 2204]
poem-line: ಈ ಕಾಂಕ್ರೀಟ್ ಬಂಗಲೆಯೊಳಗಿಂದ ಬಂದ — [1213, 557, 1360, 571]
bullet-square-icon — [48, 1979, 56, 1987]
cbrief2-body: ಅಂದ ದೇಶಪಾಂಡೆ ಅವರ ನಿಧನಕ್ಕೆ ಗಣ್ಯರು ಸಂತಾಪ ಸೂಚಿಸಿದ್ದು ಸಕಲ ಸರ್ಕಾರಿ ಗೌರವದೊಂದಿಗೆ ಅಂತ್ಯಕ್ರಿಯೆ ನಡೆಯಿತು. — [427, 1982, 689, 2014]
bullet-square-icon — [433, 1490, 441, 1498]
email-label: Email — [370, 65, 445, 95]
arrow-icon — [349, 70, 361, 91]
email-address[interactable]: indusanje@gmail.com — [457, 68, 677, 92]
bottom-dateline: ದೇವನಹಳ್ಳಿ: — [42, 2153, 89, 2167]
left-story2-headline: ಡಿಆರ್‌ಎಚ್‌ಪಿ ಸಲ್ಲಿಸಿದ ಓರಿಯೆಂಟ್ ಕೇಬಲ್ಸ್ — [42, 1055, 339, 1079]
brand-name-2: ಸಂಜೆ — [1052, 41, 1143, 103]
bullet-square-icon — [48, 1541, 56, 1549]
tata-dateline: ಬೆಂಗಳೂರು: — [1177, 854, 1227, 868]
poem-author-place: ಬೆಂಗಳೂರು — [1428, 736, 1472, 750]
cbrief1-body: ಜಿಲ್ಲಾ ಪೊಲೀಸ್ ವರಿಷ್ಠಾಧಿಕಾರಿ ಶ್ರೀನಿವಾಸಗೌಡ, ಡಿವೈಎಸ್ಪಿ ಮತ್ತು ತಹಶೀಲ್ದಾರ್ ಸೇರಿದಂತೆ ಹಲವು ಅಧಿಕಾರಿಗಳು ಭೇಟಿ ನೀಡಿ ಪರಿಶೀಲಿಸಿದರು. ಸರ್ಕಾರಿ ಗೌರವಗಳೊಂದಿಗೆ ಹುಟ್ಟೂರಿನಲ್ಲಿ ಅಂತ್ಯಕ್ರಿಯೆ ನೆರವೇರಿಸಲಾಯಿತು. ಸಾವಿರಾರು ಜನರು ಅಂತಿಮ ದರ್ಶನ ಪಡೆದರು. — [427, 1540, 689, 1629]
poem-line: ದೇವರ ಹೆಜ್ಜಾಗಿಲು ಬಡಿತದಲಿ — [1213, 470, 1321, 484]
brief1-header — [42, 1565, 414, 1588]
buddha-headline-box — [427, 779, 1168, 833]
brief2-header — [42, 1668, 414, 1691]
cbrief2-header — [427, 1953, 689, 1976]
